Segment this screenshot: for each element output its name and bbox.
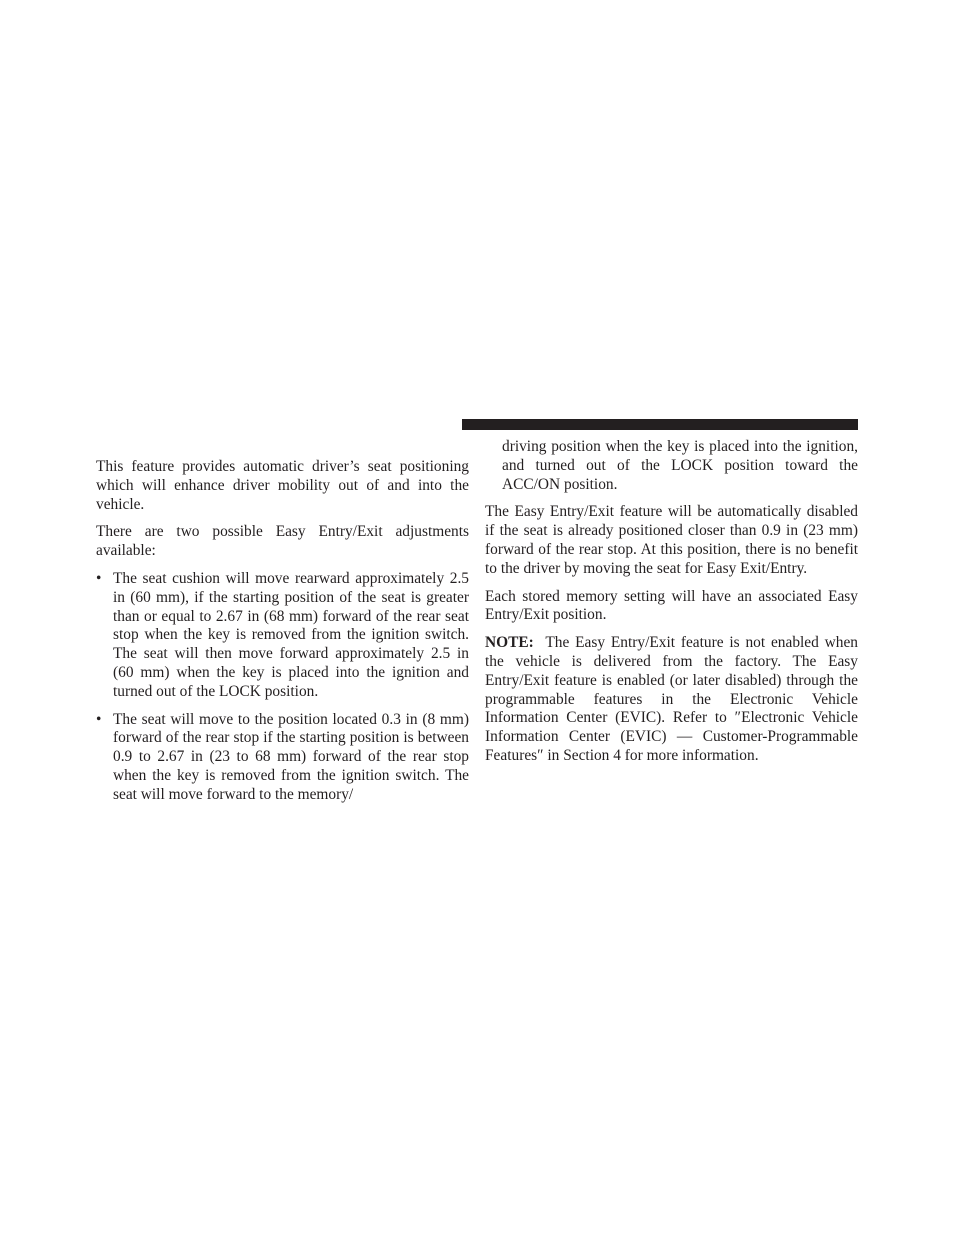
note-text: The Easy Entry/Exit feature is not enabled when the vehicle is delivered from the factory. The Easy Entry/Exit feature is enabled (or later disabled) through the programmable features in the Electronic Vehicle Information Center (EVIC). Refer to ″Electronic Vehicle Information Center (EVIC) — Customer-Programmable Features″ in Section 4 for more information. [485, 634, 858, 764]
bullet-icon: • [96, 710, 102, 728]
list-item-text: The seat cushion will move rearward approximately 2.5 in (60 mm), if the starting position of the seat is greater than or equal to 2.67 in (68 mm) forward of the rear seat stop when the key is removed from the ignition switch. The seat will then move forward approximately 2.5 in (60 mm) when the key is placed into the ignition and turned out of the LOCK position. [113, 569, 469, 700]
left-column [96, 458, 469, 814]
list-item [96, 711, 469, 805]
memory-setting-paragraph: Each stored memory setting will have an associated Easy Entry/Exit position. [485, 587, 858, 624]
right-column [485, 438, 858, 775]
list-item [96, 570, 469, 702]
section-header-rule [462, 419, 858, 430]
bullet-continuation-paragraph: driving position when the key is placed into the ignition, and turned out of the LOCK position toward the ACC/ON position. [502, 438, 858, 493]
note-label: NOTE: [485, 634, 534, 652]
note-paragraph [485, 634, 858, 766]
list-item-text: The seat will move to the position located 0.3 in (8 mm) forward of the rear stop if the starting position is between 0.9 to 2.67 in (23 to 68 mm) forward of the rear stop when the key is removed from the ignition switch. The seat will move forward to the memory/ [113, 710, 469, 803]
intro-paragraph: This feature provides automatic driver’s seat positioning which will enhance driver mobility out of and into the vehicle. [96, 458, 469, 513]
adjustments-list [96, 570, 469, 805]
bullet-icon: • [96, 569, 102, 587]
auto-disable-paragraph: The Easy Entry/Exit feature will be automatically disabled if the seat is already positioned closer than 0.9 in (23 mm) forward of the rear stop. At this position, there is no benefit to the driver by moving the seat for Easy Exit/Entry. [485, 503, 858, 577]
adjustments-lead-paragraph: There are two possible Easy Entry/Exit adjustments available: [96, 523, 469, 560]
